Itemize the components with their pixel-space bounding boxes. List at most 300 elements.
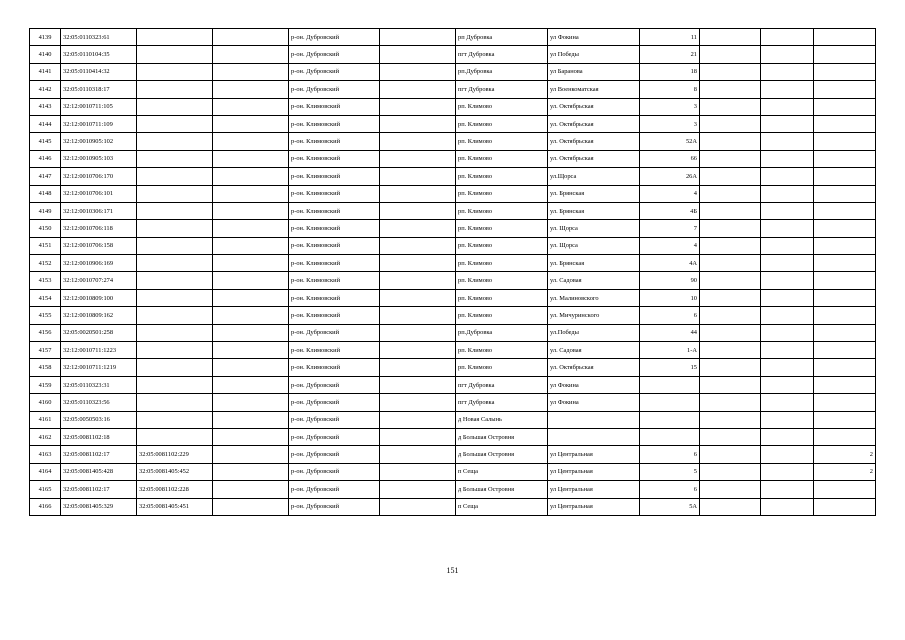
street-cell: ул Центральная bbox=[548, 446, 640, 463]
cadastral-number-cell: 32:12:0010809:162 bbox=[61, 307, 137, 324]
street-cell: ул. Щорса bbox=[548, 237, 640, 254]
street-cell: ул. Садовая bbox=[548, 342, 640, 359]
row-number-cell: 4157 bbox=[30, 342, 61, 359]
cadastral-number-cell: 32:05:0110323:56 bbox=[61, 394, 137, 411]
district-cell: р-он. Климовский bbox=[289, 237, 380, 254]
empty-cell bbox=[761, 272, 814, 289]
locality-cell: рп. Климово bbox=[456, 150, 548, 167]
street-cell: ул.Победы bbox=[548, 324, 640, 341]
house-number-cell: 4 bbox=[640, 185, 700, 202]
cadastral-number-secondary-cell bbox=[137, 428, 213, 445]
street-cell bbox=[548, 411, 640, 428]
cadastral-number-cell: 32:12:0010706:101 bbox=[61, 185, 137, 202]
row-number-cell: 4142 bbox=[30, 81, 61, 98]
value-cell: 2 bbox=[814, 463, 876, 480]
empty-cell bbox=[380, 29, 456, 46]
house-number-cell: 10 bbox=[640, 289, 700, 306]
row-number-cell: 4163 bbox=[30, 446, 61, 463]
empty-cell bbox=[380, 463, 456, 480]
district-cell: р-он. Климовский bbox=[289, 115, 380, 132]
empty-cell bbox=[380, 133, 456, 150]
street-cell: ул Центральная bbox=[548, 498, 640, 515]
house-number-cell: 5 bbox=[640, 463, 700, 480]
empty-cell bbox=[380, 324, 456, 341]
empty-cell bbox=[700, 133, 761, 150]
cadastral-number-secondary-cell bbox=[137, 150, 213, 167]
empty-cell bbox=[380, 185, 456, 202]
empty-cell bbox=[761, 481, 814, 498]
street-cell: ул.Щорса bbox=[548, 168, 640, 185]
table-row bbox=[30, 376, 876, 393]
locality-cell: рп. Климово bbox=[456, 168, 548, 185]
empty-cell bbox=[213, 498, 289, 515]
empty-cell bbox=[380, 359, 456, 376]
table-row bbox=[30, 428, 876, 445]
empty-cell bbox=[213, 272, 289, 289]
empty-cell bbox=[213, 168, 289, 185]
table-row bbox=[30, 63, 876, 80]
empty-cell bbox=[213, 394, 289, 411]
empty-cell bbox=[380, 498, 456, 515]
locality-cell: рп. Климово bbox=[456, 237, 548, 254]
empty-cell bbox=[761, 133, 814, 150]
empty-cell bbox=[700, 46, 761, 63]
value-cell bbox=[814, 115, 876, 132]
cadastral-number-secondary-cell bbox=[137, 81, 213, 98]
cadastral-number-cell: 32:05:0110323:31 bbox=[61, 376, 137, 393]
empty-cell bbox=[380, 202, 456, 219]
district-cell: р-он. Климовский bbox=[289, 342, 380, 359]
value-cell bbox=[814, 498, 876, 515]
row-number-cell: 4164 bbox=[30, 463, 61, 480]
value-cell bbox=[814, 307, 876, 324]
house-number-cell: 6 bbox=[640, 446, 700, 463]
empty-cell bbox=[213, 98, 289, 115]
table-row bbox=[30, 289, 876, 306]
row-number-cell: 4143 bbox=[30, 98, 61, 115]
empty-cell bbox=[700, 428, 761, 445]
empty-cell bbox=[213, 376, 289, 393]
empty-cell bbox=[761, 289, 814, 306]
cadastral-number-cell: 32:12:0010711:1219 bbox=[61, 359, 137, 376]
cadastral-number-cell: 32:12:0010306:171 bbox=[61, 202, 137, 219]
table-row bbox=[30, 359, 876, 376]
street-cell: ул. Брянская bbox=[548, 185, 640, 202]
street-cell: ул. Брянская bbox=[548, 255, 640, 272]
empty-cell bbox=[213, 255, 289, 272]
empty-cell bbox=[700, 324, 761, 341]
empty-cell bbox=[380, 289, 456, 306]
district-cell: р-он. Дубровский bbox=[289, 376, 380, 393]
empty-cell bbox=[380, 428, 456, 445]
cadastral-number-secondary-cell bbox=[137, 376, 213, 393]
empty-cell bbox=[761, 202, 814, 219]
street-cell: ул. Брянская bbox=[548, 202, 640, 219]
empty-cell bbox=[761, 46, 814, 63]
cadastral-number-secondary-cell bbox=[137, 237, 213, 254]
register-table-body bbox=[30, 29, 876, 516]
house-number-cell: 66 bbox=[640, 150, 700, 167]
street-cell: ул. Садовая bbox=[548, 272, 640, 289]
empty-cell bbox=[761, 220, 814, 237]
locality-cell: п Сещa bbox=[456, 463, 548, 480]
locality-cell: рп. Климово bbox=[456, 115, 548, 132]
cadastral-number-secondary-cell bbox=[137, 255, 213, 272]
locality-cell: рп. Климово bbox=[456, 255, 548, 272]
row-number-cell: 4161 bbox=[30, 411, 61, 428]
cadastral-number-cell: 32:05:0110323:61 bbox=[61, 29, 137, 46]
empty-cell bbox=[380, 168, 456, 185]
locality-cell: пгт Дубровка bbox=[456, 81, 548, 98]
cadastral-number-cell: 32:12:0010711:105 bbox=[61, 98, 137, 115]
house-number-cell: 3 bbox=[640, 115, 700, 132]
empty-cell bbox=[761, 446, 814, 463]
value-cell bbox=[814, 342, 876, 359]
locality-cell: п Сеща bbox=[456, 498, 548, 515]
cadastral-number-secondary-cell bbox=[137, 29, 213, 46]
empty-cell bbox=[380, 81, 456, 98]
cadastral-number-cell: 32:12:0010711:1223 bbox=[61, 342, 137, 359]
cadastral-number-cell: 32:12:0010706:118 bbox=[61, 220, 137, 237]
table-row bbox=[30, 46, 876, 63]
value-cell bbox=[814, 29, 876, 46]
empty-cell bbox=[761, 307, 814, 324]
empty-cell bbox=[380, 342, 456, 359]
empty-cell bbox=[213, 202, 289, 219]
house-number-cell: 8 bbox=[640, 81, 700, 98]
empty-cell bbox=[700, 307, 761, 324]
empty-cell bbox=[761, 168, 814, 185]
cadastral-number-secondary-cell bbox=[137, 272, 213, 289]
row-number-cell: 4152 bbox=[30, 255, 61, 272]
row-number-cell: 4148 bbox=[30, 185, 61, 202]
table-row bbox=[30, 150, 876, 167]
district-cell: р-он. Дубровский bbox=[289, 481, 380, 498]
row-number-cell: 4144 bbox=[30, 115, 61, 132]
row-number-cell: 4146 bbox=[30, 150, 61, 167]
empty-cell bbox=[761, 115, 814, 132]
value-cell bbox=[814, 185, 876, 202]
empty-cell bbox=[761, 237, 814, 254]
district-cell: р-он. Климовский bbox=[289, 98, 380, 115]
cadastral-number-cell: 32:05:0110318:17 bbox=[61, 81, 137, 98]
table-row bbox=[30, 133, 876, 150]
cadastral-number-secondary-cell bbox=[137, 342, 213, 359]
empty-cell bbox=[700, 185, 761, 202]
locality-cell: д Большая Островня bbox=[456, 446, 548, 463]
empty-cell bbox=[700, 150, 761, 167]
empty-cell bbox=[761, 376, 814, 393]
row-number-cell: 4139 bbox=[30, 29, 61, 46]
cadastral-number-cell: 32:05:0081102:17 bbox=[61, 446, 137, 463]
cadastral-number-secondary-cell bbox=[137, 202, 213, 219]
empty-cell bbox=[700, 394, 761, 411]
house-number-cell: 44 bbox=[640, 324, 700, 341]
row-number-cell: 4158 bbox=[30, 359, 61, 376]
cadastral-number-cell: 32:05:0110104:35 bbox=[61, 46, 137, 63]
empty-cell bbox=[700, 498, 761, 515]
register-table bbox=[29, 28, 876, 516]
locality-cell: рп. Климово bbox=[456, 359, 548, 376]
house-number-cell: 90 bbox=[640, 272, 700, 289]
table-row bbox=[30, 237, 876, 254]
empty-cell bbox=[761, 255, 814, 272]
cadastral-number-secondary-cell: 32:05:0081405:452 bbox=[137, 463, 213, 480]
value-cell bbox=[814, 428, 876, 445]
district-cell: р-он. Климовский bbox=[289, 272, 380, 289]
district-cell: р-он. Климовский bbox=[289, 133, 380, 150]
page-number: 151 bbox=[446, 566, 459, 575]
value-cell bbox=[814, 411, 876, 428]
locality-cell: рп. Климово bbox=[456, 220, 548, 237]
cadastral-number-cell: 32:12:0010809:100 bbox=[61, 289, 137, 306]
district-cell: р-он. Климовский bbox=[289, 150, 380, 167]
table-row bbox=[30, 394, 876, 411]
table-row bbox=[30, 307, 876, 324]
empty-cell bbox=[761, 359, 814, 376]
value-cell bbox=[814, 220, 876, 237]
locality-cell: рп.Дубровка bbox=[456, 63, 548, 80]
house-number-cell: 4Б bbox=[640, 202, 700, 219]
value-cell bbox=[814, 289, 876, 306]
row-number-cell: 4156 bbox=[30, 324, 61, 341]
district-cell: р-он. Дубровский bbox=[289, 394, 380, 411]
empty-cell bbox=[700, 376, 761, 393]
house-number-cell: 7 bbox=[640, 220, 700, 237]
cadastral-number-secondary-cell: 32:05:0081405:451 bbox=[137, 498, 213, 515]
empty-cell bbox=[700, 481, 761, 498]
empty-cell bbox=[700, 463, 761, 480]
empty-cell bbox=[380, 481, 456, 498]
house-number-cell: 18 bbox=[640, 63, 700, 80]
house-number-cell: 11 bbox=[640, 29, 700, 46]
empty-cell bbox=[380, 394, 456, 411]
district-cell: р-он. Дубровский bbox=[289, 46, 380, 63]
cadastral-number-secondary-cell bbox=[137, 133, 213, 150]
empty-cell bbox=[380, 376, 456, 393]
empty-cell bbox=[700, 29, 761, 46]
cadastral-number-secondary-cell bbox=[137, 220, 213, 237]
table-row bbox=[30, 255, 876, 272]
empty-cell bbox=[700, 98, 761, 115]
value-cell bbox=[814, 481, 876, 498]
street-cell: ул Победы bbox=[548, 46, 640, 63]
empty-cell bbox=[213, 185, 289, 202]
table-row bbox=[30, 98, 876, 115]
empty-cell bbox=[761, 98, 814, 115]
cadastral-number-cell: 32:05:0081102:18 bbox=[61, 428, 137, 445]
locality-cell: д Большая Островня bbox=[456, 428, 548, 445]
value-cell bbox=[814, 81, 876, 98]
value-cell bbox=[814, 46, 876, 63]
street-cell: ул. Октябрьская bbox=[548, 359, 640, 376]
value-cell bbox=[814, 394, 876, 411]
value-cell bbox=[814, 63, 876, 80]
row-number-cell: 4151 bbox=[30, 237, 61, 254]
district-cell: р-он. Дубровский bbox=[289, 29, 380, 46]
locality-cell: д Новая Салынь bbox=[456, 411, 548, 428]
empty-cell bbox=[213, 289, 289, 306]
row-number-cell: 4140 bbox=[30, 46, 61, 63]
empty-cell bbox=[761, 150, 814, 167]
locality-cell: рп. Климово bbox=[456, 98, 548, 115]
empty-cell bbox=[213, 220, 289, 237]
cadastral-number-cell: 32:05:0081405:329 bbox=[61, 498, 137, 515]
value-cell bbox=[814, 376, 876, 393]
street-cell: ул Центральная bbox=[548, 481, 640, 498]
house-number-cell: 5А bbox=[640, 498, 700, 515]
row-number-cell: 4147 bbox=[30, 168, 61, 185]
value-cell bbox=[814, 255, 876, 272]
empty-cell bbox=[213, 46, 289, 63]
row-number-cell: 4145 bbox=[30, 133, 61, 150]
house-number-cell bbox=[640, 428, 700, 445]
cadastral-number-cell: 32:05:0020501:258 bbox=[61, 324, 137, 341]
locality-cell: д Большая Островня bbox=[456, 481, 548, 498]
row-number-cell: 4160 bbox=[30, 394, 61, 411]
district-cell: р-он. Климовский bbox=[289, 289, 380, 306]
row-number-cell: 4153 bbox=[30, 272, 61, 289]
house-number-cell: 26А bbox=[640, 168, 700, 185]
locality-cell: рп Дубровка bbox=[456, 29, 548, 46]
empty-cell bbox=[700, 202, 761, 219]
cadastral-number-secondary-cell bbox=[137, 359, 213, 376]
locality-cell: рп. Климово bbox=[456, 133, 548, 150]
table-row bbox=[30, 220, 876, 237]
row-number-cell: 4150 bbox=[30, 220, 61, 237]
house-number-cell bbox=[640, 394, 700, 411]
empty-cell bbox=[380, 237, 456, 254]
house-number-cell: 4 bbox=[640, 237, 700, 254]
empty-cell bbox=[213, 237, 289, 254]
district-cell: р-он. Дубровский bbox=[289, 463, 380, 480]
empty-cell bbox=[380, 411, 456, 428]
empty-cell bbox=[761, 185, 814, 202]
empty-cell bbox=[380, 272, 456, 289]
empty-cell bbox=[700, 359, 761, 376]
row-number-cell: 4162 bbox=[30, 428, 61, 445]
value-cell bbox=[814, 272, 876, 289]
house-number-cell: 52А bbox=[640, 133, 700, 150]
table-row bbox=[30, 115, 876, 132]
empty-cell bbox=[213, 150, 289, 167]
empty-cell bbox=[761, 29, 814, 46]
table-row bbox=[30, 463, 876, 480]
district-cell: р-он. Дубровский bbox=[289, 428, 380, 445]
cadastral-number-secondary-cell bbox=[137, 98, 213, 115]
empty-cell bbox=[700, 81, 761, 98]
empty-cell bbox=[700, 115, 761, 132]
empty-cell bbox=[700, 446, 761, 463]
table-row bbox=[30, 411, 876, 428]
empty-cell bbox=[380, 46, 456, 63]
row-number-cell: 4149 bbox=[30, 202, 61, 219]
empty-cell bbox=[761, 463, 814, 480]
table-row bbox=[30, 324, 876, 341]
cadastral-number-cell: 32:05:0081102:17 bbox=[61, 481, 137, 498]
locality-cell: рп. Климово bbox=[456, 185, 548, 202]
cadastral-number-cell: 32:12:0010706:170 bbox=[61, 168, 137, 185]
empty-cell bbox=[213, 463, 289, 480]
house-number-cell: 6 bbox=[640, 307, 700, 324]
empty-cell bbox=[761, 498, 814, 515]
cadastral-number-secondary-cell bbox=[137, 115, 213, 132]
table-row bbox=[30, 272, 876, 289]
empty-cell bbox=[213, 133, 289, 150]
locality-cell: рп. Климово bbox=[456, 289, 548, 306]
street-cell: ул Военкоматская bbox=[548, 81, 640, 98]
empty-cell bbox=[700, 342, 761, 359]
empty-cell bbox=[213, 446, 289, 463]
locality-cell: рп. Климово bbox=[456, 202, 548, 219]
cadastral-number-cell: 32:12:0010707:274 bbox=[61, 272, 137, 289]
cadastral-number-cell: 32:12:0010905:102 bbox=[61, 133, 137, 150]
street-cell: ул. Малиновского bbox=[548, 289, 640, 306]
street-cell: ул. Октябрьская bbox=[548, 98, 640, 115]
district-cell: р-он. Климовский bbox=[289, 202, 380, 219]
row-number-cell: 4165 bbox=[30, 481, 61, 498]
empty-cell bbox=[380, 98, 456, 115]
table-row bbox=[30, 168, 876, 185]
empty-cell bbox=[213, 481, 289, 498]
house-number-cell: 1-А bbox=[640, 342, 700, 359]
cadastral-number-cell: 32:12:0010905:103 bbox=[61, 150, 137, 167]
locality-cell: рп. Климово bbox=[456, 307, 548, 324]
value-cell bbox=[814, 202, 876, 219]
house-number-cell: 3 bbox=[640, 98, 700, 115]
cadastral-number-cell: 32:05:0110414:32 bbox=[61, 63, 137, 80]
locality-cell: пгт Дубровка bbox=[456, 46, 548, 63]
house-number-cell: 21 bbox=[640, 46, 700, 63]
district-cell: р-он. Климовский bbox=[289, 359, 380, 376]
empty-cell bbox=[213, 81, 289, 98]
cadastral-number-cell: 32:12:0010706:158 bbox=[61, 237, 137, 254]
empty-cell bbox=[761, 411, 814, 428]
street-cell: ул. Октябрьская bbox=[548, 133, 640, 150]
district-cell: р-он. Дубровский bbox=[289, 411, 380, 428]
district-cell: р-он. Климовский bbox=[289, 255, 380, 272]
district-cell: р-он. Климовский bbox=[289, 185, 380, 202]
cadastral-number-secondary-cell bbox=[137, 411, 213, 428]
value-cell bbox=[814, 133, 876, 150]
empty-cell bbox=[213, 63, 289, 80]
value-cell bbox=[814, 237, 876, 254]
street-cell: ул Фокина bbox=[548, 29, 640, 46]
district-cell: р-он. Дубровский bbox=[289, 63, 380, 80]
table-row bbox=[30, 185, 876, 202]
value-cell bbox=[814, 150, 876, 167]
empty-cell bbox=[700, 63, 761, 80]
value-cell bbox=[814, 359, 876, 376]
value-cell bbox=[814, 168, 876, 185]
empty-cell bbox=[761, 81, 814, 98]
table-row bbox=[30, 446, 876, 463]
cadastral-number-secondary-cell bbox=[137, 168, 213, 185]
table-row bbox=[30, 202, 876, 219]
empty-cell bbox=[700, 220, 761, 237]
row-number-cell: 4155 bbox=[30, 307, 61, 324]
empty-cell bbox=[761, 428, 814, 445]
empty-cell bbox=[761, 63, 814, 80]
house-number-cell: 15 bbox=[640, 359, 700, 376]
empty-cell bbox=[380, 63, 456, 80]
empty-cell bbox=[700, 289, 761, 306]
district-cell: р-он. Климовский bbox=[289, 220, 380, 237]
cadastral-number-cell: 32:05:0050503:16 bbox=[61, 411, 137, 428]
street-cell: ул. Мичуринского bbox=[548, 307, 640, 324]
value-cell bbox=[814, 98, 876, 115]
row-number-cell: 4159 bbox=[30, 376, 61, 393]
